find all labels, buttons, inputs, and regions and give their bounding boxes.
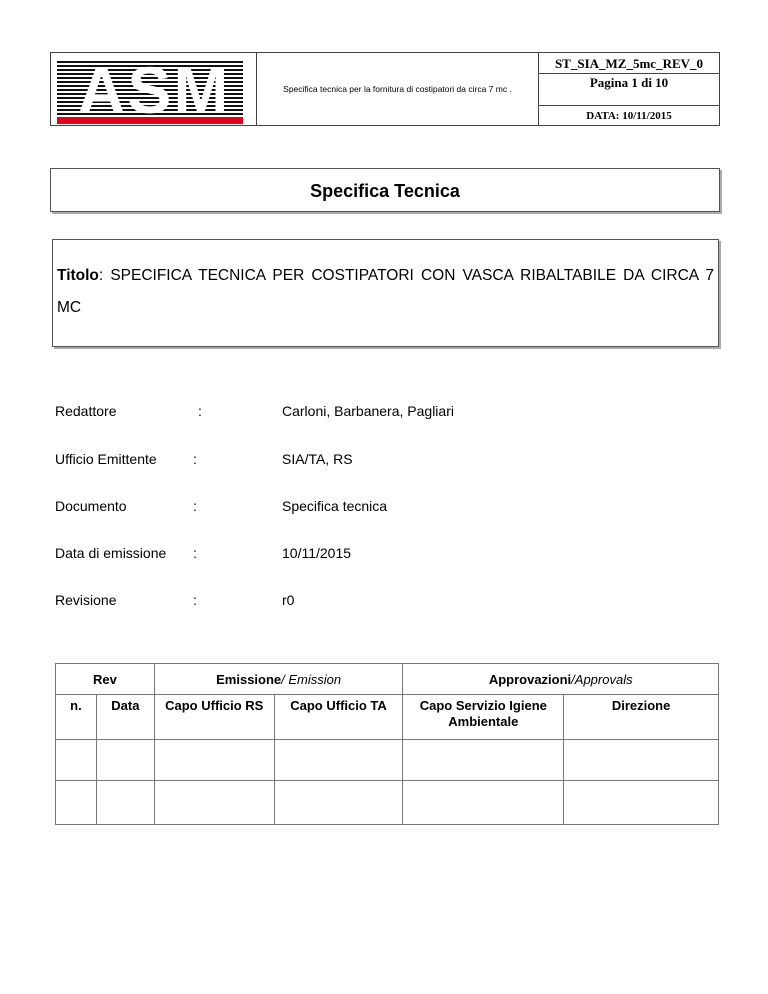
page-title: Specifica Tecnica (310, 181, 460, 201)
table-row (56, 781, 719, 825)
revision-table (55, 663, 719, 825)
company-logo (51, 53, 257, 125)
info-colon: : (198, 403, 202, 419)
col-data: Data (96, 695, 154, 740)
info-colon: : (193, 545, 197, 561)
info-value-revisione: r0 (282, 592, 295, 608)
header-description: Specifica tecnica per la fornitura di costipatori da circa 7 mc . (257, 53, 539, 125)
table-subheader-row (56, 695, 719, 740)
table-row (56, 740, 719, 781)
col-n: n. (56, 695, 97, 740)
titolo-separator: : (98, 267, 104, 284)
document-code: ST_SIA_MZ_5mc_REV_0 (539, 53, 719, 74)
info-label-redattore: Redattore (55, 403, 117, 419)
info-label-revisione: Revisione (55, 592, 117, 608)
asm-logo-icon (51, 53, 257, 125)
info-value-ufficio: SIA/TA, RS (282, 451, 353, 467)
titolo-text: SPECIFICA TECNICA PER COSTIPATORI CON VASCA RIBALTABILE DA CIRCA 7 MC (57, 267, 714, 316)
document-date: DATA: 10/11/2015 (539, 105, 719, 126)
info-value-documento: Specifica tecnica (282, 498, 388, 514)
info-colon: : (193, 451, 197, 467)
info-label-documento: Documento (55, 498, 127, 514)
header-meta (539, 53, 719, 125)
rev-header: Rev (56, 664, 155, 695)
emission-header: Emissione/ Emission (154, 664, 403, 695)
col-capo-ufficio-ta: Capo Ufficio TA (274, 695, 403, 740)
approvals-header: Approvazioni/Approvals (403, 664, 719, 695)
info-colon: : (193, 592, 197, 608)
titolo-box (52, 239, 719, 347)
info-value-redattore: Carloni, Barbanera, Pagliari (282, 403, 454, 419)
info-colon: : (193, 498, 197, 514)
info-value-data-emissione: 10/11/2015 (282, 545, 352, 561)
page-number: Pagina 1 di 10 (589, 75, 669, 90)
col-direzione: Direzione (564, 695, 719, 740)
table-header-row (56, 664, 719, 695)
titolo-label: Titolo (57, 267, 99, 284)
col-capo-servizio: Capo Servizio Igiene Ambientale (403, 695, 564, 740)
col-capo-ufficio-rs: Capo Ufficio RS (154, 695, 274, 740)
info-label-ufficio: Ufficio Emittente (55, 451, 157, 467)
info-label-data-emissione: Data di emissione (55, 545, 167, 561)
page-title-box (50, 168, 720, 212)
document-header (50, 52, 720, 126)
